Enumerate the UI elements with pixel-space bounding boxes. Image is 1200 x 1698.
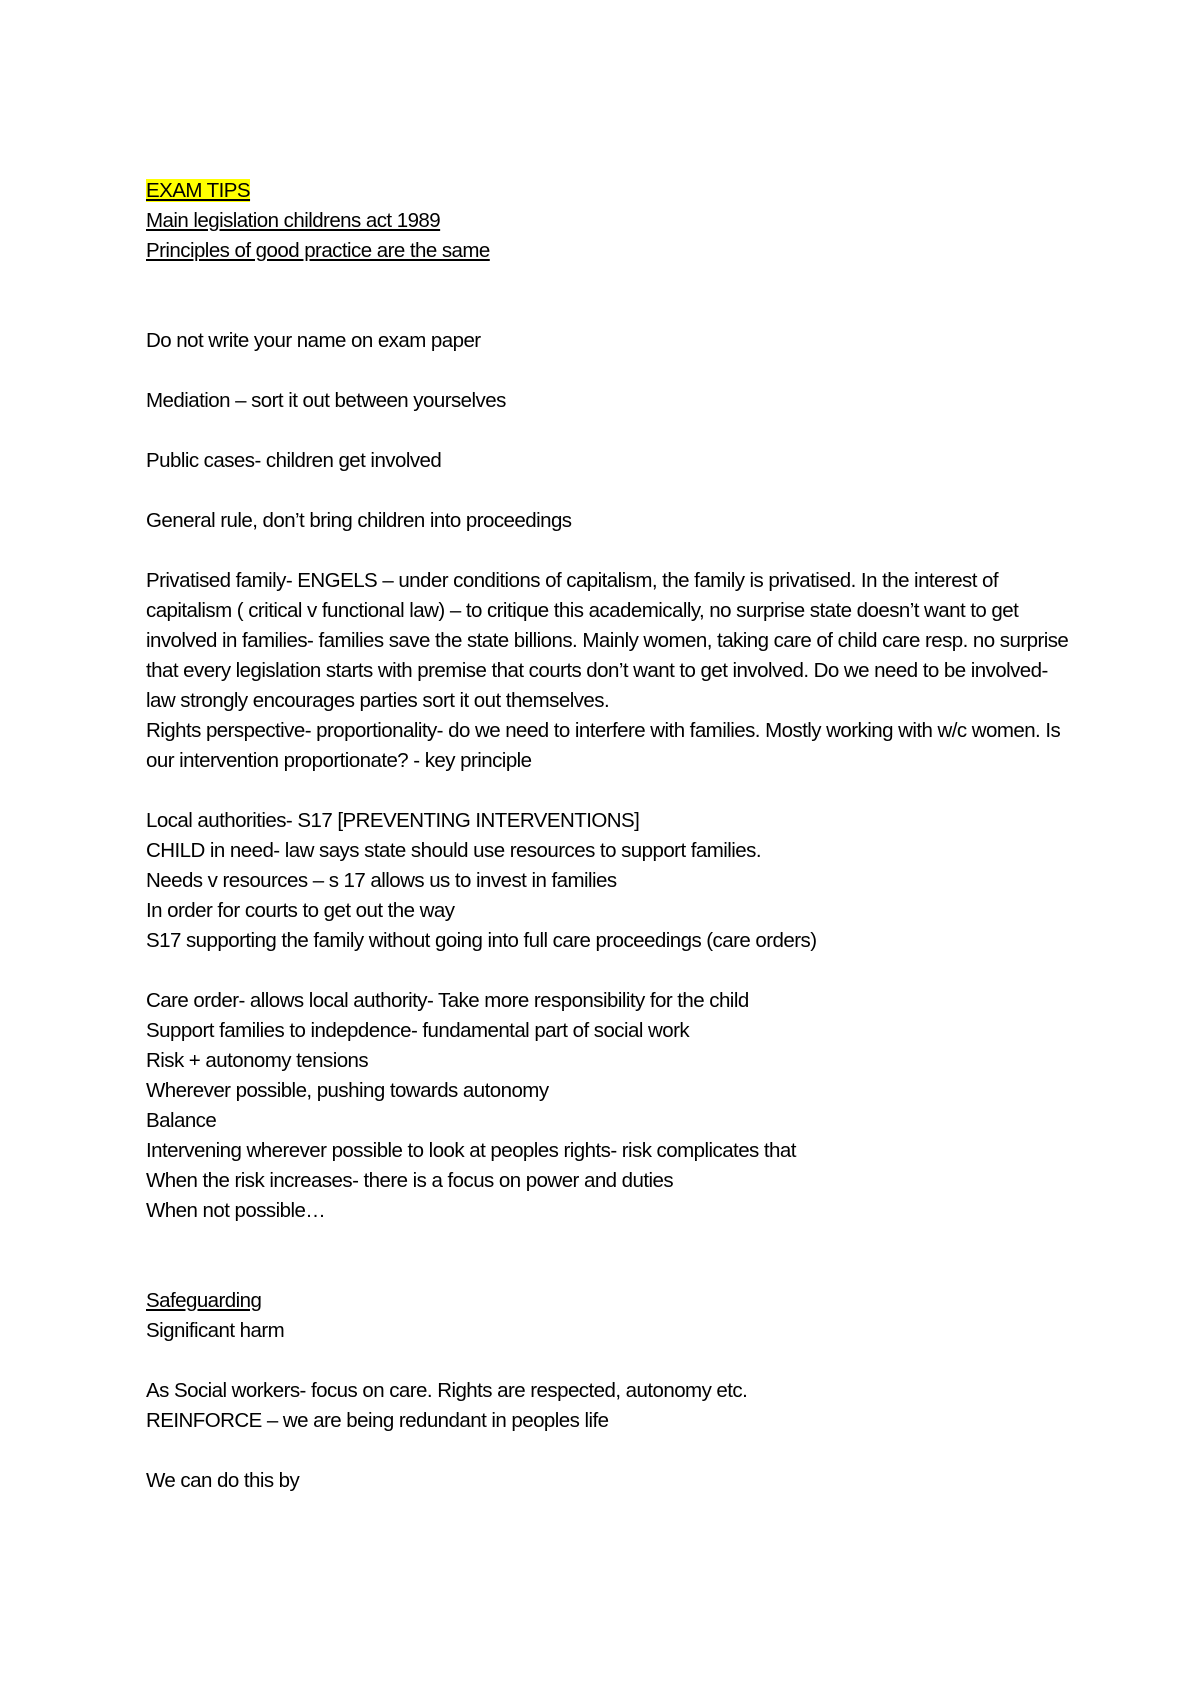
paragraph-rights-perspective: Rights perspective- proportionality- do we need to interfere with families. Mostly working with w/c women. Is our intervention proportionate? - key principle xyxy=(146,719,1061,772)
note-line: Wherever possible, pushing towards autonomy xyxy=(146,1079,549,1102)
spacer xyxy=(146,1436,1086,1466)
spacer xyxy=(146,1226,1086,1286)
spacer xyxy=(146,1346,1086,1376)
note-line: Support families to indepdence- fundamental part of social work xyxy=(146,1019,690,1042)
note-line: Local authorities- S17 [PREVENTING INTERVENTIONS] xyxy=(146,809,640,832)
note-line: General rule, don’t bring children into proceedings xyxy=(146,509,572,532)
spacer xyxy=(146,356,1086,386)
note-line: In order for courts to get out the way xyxy=(146,899,455,922)
subtitle-principles: Principles of good practice are the same xyxy=(146,239,490,262)
exam-tips-title: EXAM TIPS xyxy=(146,179,251,202)
note-line: Risk + autonomy tensions xyxy=(146,1049,369,1072)
document-body xyxy=(146,176,1086,1496)
spacer xyxy=(146,776,1086,806)
note-line: As Social workers- focus on care. Rights are respected, autonomy etc. xyxy=(146,1379,748,1402)
note-line: S17 supporting the family without going into full care proceedings (care orders) xyxy=(146,929,817,952)
note-line: When not possible… xyxy=(146,1199,326,1222)
note-line: Balance xyxy=(146,1109,217,1132)
spacer xyxy=(146,476,1086,506)
note-line: Needs v resources – s 17 allows us to invest in families xyxy=(146,869,617,892)
note-line: Public cases- children get involved xyxy=(146,449,442,472)
heading-exam-tips xyxy=(146,176,1086,206)
heading-safeguarding: Safeguarding xyxy=(146,1289,262,1312)
note-line: Care order- allows local authority- Take more responsibility for the child xyxy=(146,989,749,1012)
note-line: Do not write your name on exam paper xyxy=(146,329,481,352)
note-line: Significant harm xyxy=(146,1319,285,1342)
subtitle-legislation: Main legislation childrens act 1989 xyxy=(146,209,441,232)
paragraph-privatised-family: Privatised family- ENGELS – under conditions of capitalism, the family is privatised. In the interest of capitalism ( critical v functional law) – to critique this academically, no surprise state doesn’t want to get involved in families- families save the state billions. Mainly women, taking care of child care resp. no surprise that every legislation starts with premise that courts don’t want to get involved. Do we need to be involved- law strongly encourages parties sort it out themselves. xyxy=(146,569,1069,712)
note-line: Intervening wherever possible to look at peoples rights- risk complicates that xyxy=(146,1139,796,1162)
note-line: We can do this by xyxy=(146,1469,300,1492)
spacer xyxy=(146,536,1086,566)
note-line: CHILD in need- law says state should use resources to support families. xyxy=(146,839,761,862)
note-line: When the risk increases- there is a focus on power and duties xyxy=(146,1169,674,1192)
note-line: REINFORCE – we are being redundant in peoples life xyxy=(146,1409,609,1432)
spacer xyxy=(146,416,1086,446)
spacer xyxy=(146,266,1086,326)
spacer xyxy=(146,956,1086,986)
note-line: Mediation – sort it out between yourselves xyxy=(146,389,506,412)
